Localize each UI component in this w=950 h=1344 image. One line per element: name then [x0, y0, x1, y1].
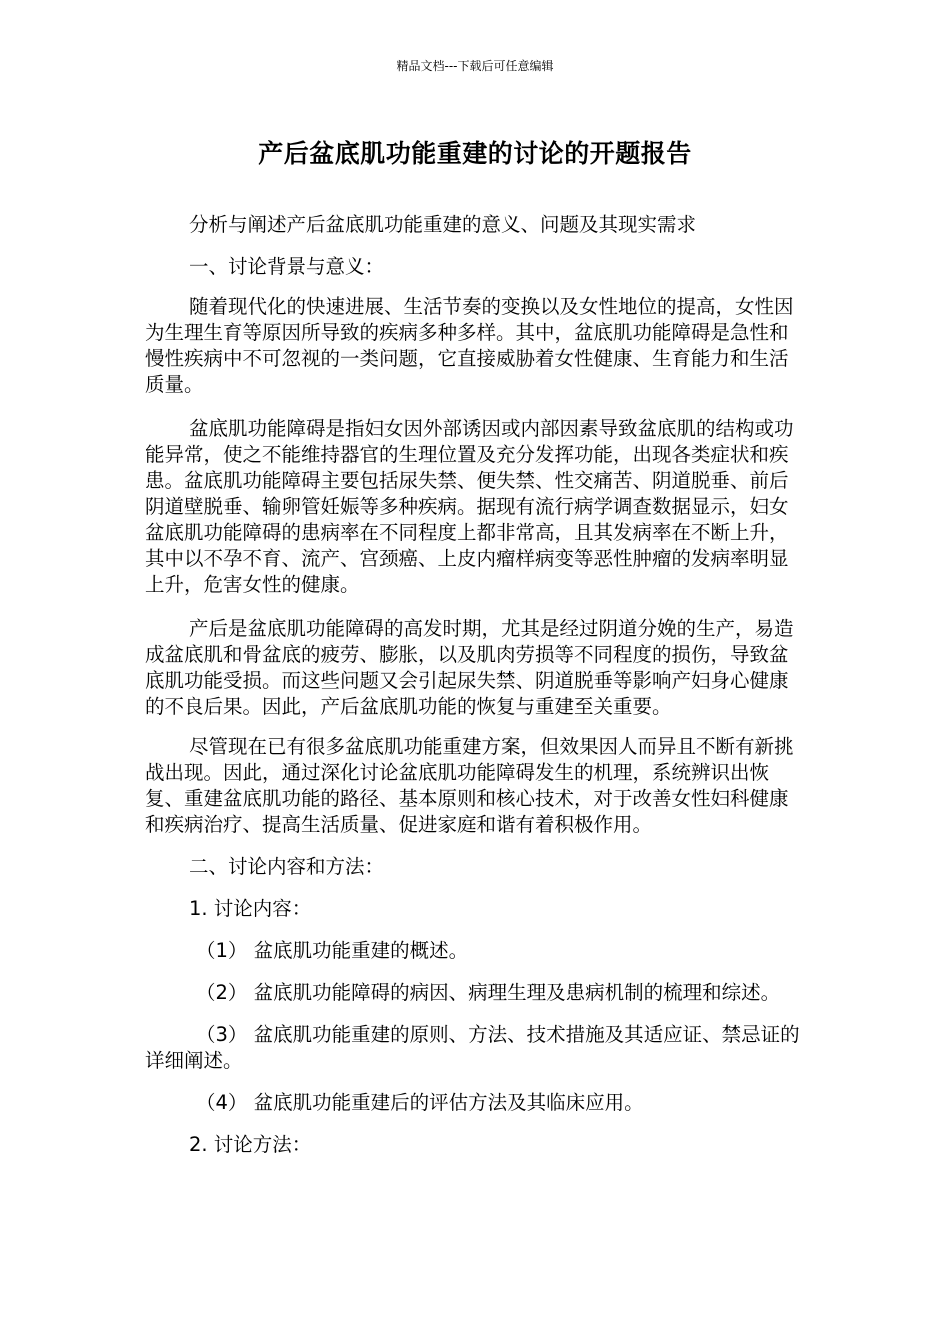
- document-body: [145, 212, 805, 1158]
- subheading-method: 2. 讨论方法：: [189, 1133, 312, 1156]
- section-heading-content-method: 二、讨论内容和方法：: [189, 855, 385, 878]
- subheading-content: 1. 讨论内容：: [189, 897, 312, 920]
- paragraph-1: 随着现代化的快速进展、生活节奏的变换以及女性地位的提高，女性因为生理生育等原因所导致的疾病多种多样。其中，盆底肌功能障碍是急性和慢性疾病中不可忽视的一类问题，它直接威胁着女性健康、生育能力和生活质量。: [145, 295, 794, 396]
- paragraph-2: 盆底肌功能障碍是指妇女因外部诱因或内部因素导致盆底肌的结构或功能异常，使之不能维持器官的生理位置及充分发挥功能，出现各类症状和疾患。盆底肌功能障碍主要包括尿失禁、便失禁、性交痛苦、阴道脱垂、前后阴道壁脱垂、输卵管妊娠等多种疾病。据现有流行病学调查数据显示，妇女盆底肌功能障碍的患病率在不同程度上都非常高，且其发病率在不断上升，其中以不孕不育、流产、宫颈癌、上皮内瘤样病变等恶性肿瘤的发病率明显上升，危害女性的健康。: [145, 417, 794, 596]
- content-item-1: （1） 盆底肌功能重建的概述。: [196, 939, 469, 962]
- section-heading-background: 一、讨论背景与意义：: [189, 255, 385, 278]
- document-subtitle: 分析与阐述产后盆底肌功能重建的意义、问题及其现实需求: [189, 213, 697, 236]
- content-item-2: （2） 盆底肌功能障碍的病因、病理生理及患病机制的梳理和综述。: [196, 981, 781, 1004]
- paragraph-3: 产后是盆底肌功能障碍的高发时期，尤其是经过阴道分娩的生产，易造成盆底肌和骨盆底的疲劳、膨胀，以及肌肉劳损等不同程度的损伤，导致盆底肌功能受损。而这些问题又会引起尿失禁、阴道脱垂等影响产妇身心健康的不良后果。因此，产后盆底肌功能的恢复与重建至关重要。: [145, 617, 794, 718]
- header-note: 精品文档---下载后可任意编辑: [396, 59, 554, 73]
- document-title: 产后盆底肌功能重建的讨论的开题报告: [258, 139, 692, 168]
- paragraph-4: 尽管现在已有很多盆底肌功能重建方案，但效果因人而异且不断有新挑战出现。因此，通过深化讨论盆底肌功能障碍发生的机理，系统辨识出恢复、重建盆底肌功能的路径、基本原则和核心技术，对于改善女性妇科健康和疾病治疗、提高生活质量、促进家庭和谐有着积极作用。: [145, 735, 794, 836]
- content-item-3: （3） 盆底肌功能重建的原则、方法、技术措施及其适应证、禁忌证的详细阐述。: [145, 1023, 800, 1072]
- content-item-4: （4） 盆底肌功能重建后的评估方法及其临床应用。: [196, 1091, 644, 1114]
